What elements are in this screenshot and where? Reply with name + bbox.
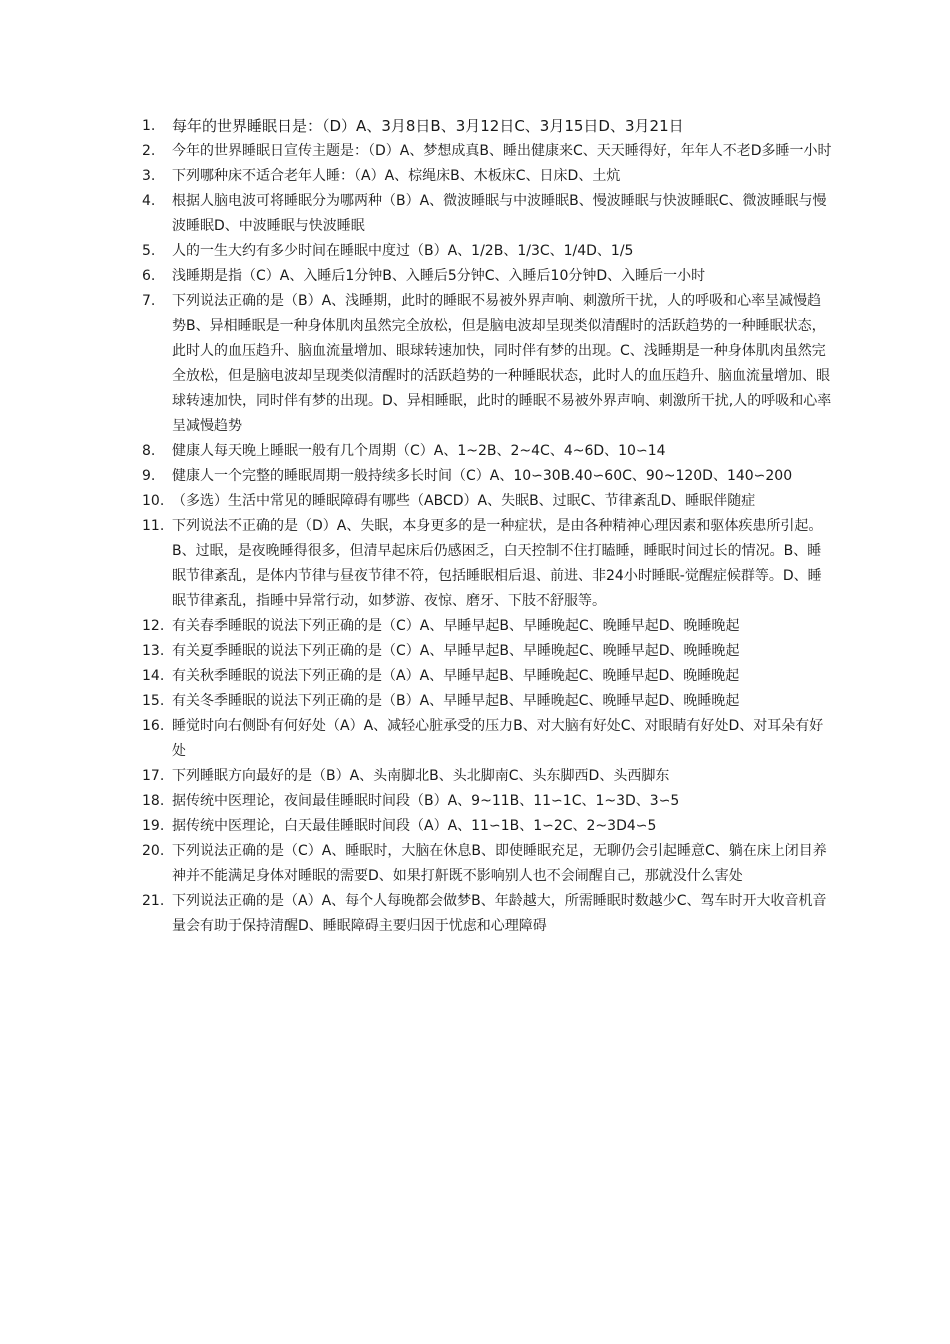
question-number: 1. xyxy=(142,118,156,134)
question-item xyxy=(142,289,832,439)
question-item xyxy=(142,814,832,839)
question-text: 下列说法不正确的是（D）A、失眠，本身更多的是一种症状，是由各种精神心理因素和驱体疾患所引起。B、过眠，是夜晚睡得很多，但清早起床后仍感困乏，白天控制不住打瞌睡，睡眠时间过长的情况。B、睡眠节律紊乱，是体内节律与昼夜节律不符，包括睡眠相后退、前进、非24小时睡眠-觉醒症候群等。D、睡眠节律紊乱，指睡中异常行动，如梦游、夜惊、磨牙、下肢不舒服等。 xyxy=(172,518,823,609)
question-list xyxy=(142,114,832,939)
question-text: 每年的世界睡眠日是：（D）A、3月8日B、3月12日C、3月15日D、3月21日 xyxy=(172,117,684,135)
question-number: 21. xyxy=(142,893,165,909)
question-text: 下列说法正确的是（C）A、睡眠时，大脑在休息B、即使睡眠充足，无聊仍会引起睡意C、躺在床上闭目养神并不能满足身体对睡眠的需要D、如果打鼾既不影响别人也不会闹醒自己，那就没什么害处 xyxy=(172,843,827,884)
question-text: 健康人每天晚上睡眠一般有几个周期（C）A、1~2B、2~4C、4~6D、10∽14 xyxy=(172,443,666,459)
question-text: 人的一生大约有多少时间在睡眠中度过（B）A、1/2B、1/3C、1/4D、1/5 xyxy=(172,243,634,259)
question-item xyxy=(142,239,832,264)
question-text: 浅睡期是指（C）A、入睡后1分钟B、入睡后5分钟C、入睡后10分钟D、入睡后一小时 xyxy=(172,268,706,284)
question-number: 9. xyxy=(142,468,156,484)
question-item xyxy=(142,114,832,139)
question-text: 据传统中医理论，白天最佳睡眠时间段（A）A、11∽1B、1∽2C、2~3D4∽5 xyxy=(172,818,657,834)
question-number: 11. xyxy=(142,518,165,534)
question-number: 7. xyxy=(142,293,156,309)
question-number: 10. xyxy=(142,493,165,509)
question-number: 12. xyxy=(142,618,165,634)
question-item xyxy=(142,264,832,289)
question-number: 3. xyxy=(142,168,156,184)
question-text: 有关春季睡眠的说法下列正确的是（C）A、早睡早起B、早睡晚起C、晚睡早起D、晚睡晚起 xyxy=(172,618,740,634)
question-number: 6. xyxy=(142,268,156,284)
question-number: 4. xyxy=(142,193,156,209)
question-text: 下列说法正确的是（B）A、浅睡期，此时的睡眠不易被外界声响、刺激所干扰，人的呼吸和心率呈减慢趋势B、异相睡眠是一种身体肌肉虽然完全放松，但是脑电波却呈现类似清醒时的活跃趋势的一种睡眠状态，此时人的血压趋升、脑血流量增加、眼球转速加快，同时伴有梦的出现。C、浅睡期是一种身体肌肉虽然完全放松，但是脑电波却呈现类似清醒时的活跃趋势的一种睡眠状态，此时人的血压趋升、脑血流量增加、眼球转速加快，同时伴有梦的出现。D、异相睡眠，此时的睡眠不易被外界声响、刺激所干扰,人的呼吸和心率呈减慢趋势 xyxy=(172,293,832,434)
question-text: （多选）生活中常见的睡眠障碍有哪些（ABCD）A、失眠B、过眠C、节律紊乱D、睡眠伴随症 xyxy=(172,493,756,509)
question-text: 根据人脑电波可将睡眠分为哪两种（B）A、微波睡眠与中波睡眠B、慢波睡眠与快波睡眠C、微波睡眠与慢波睡眠D、中波睡眠与快波睡眠 xyxy=(172,193,827,234)
question-number: 5. xyxy=(142,243,156,259)
question-item xyxy=(142,889,832,939)
question-text: 健康人一个完整的睡眠周期一般持续多长时间（C）A、10∽30B.40∽60C、90~120D、140∽200 xyxy=(172,468,793,484)
question-item xyxy=(142,689,832,714)
question-number: 16. xyxy=(142,718,165,734)
question-text: 据传统中医理论，夜间最佳睡眠时间段（B）A、9~11B、11∽1C、1~3D、3∽5 xyxy=(172,793,680,809)
question-number: 2. xyxy=(142,143,156,159)
question-text: 有关冬季睡眠的说法下列正确的是（B）A、早睡早起B、早睡晚起C、晚睡早起D、晚睡晚起 xyxy=(172,693,740,709)
question-number: 8. xyxy=(142,443,156,459)
question-number: 14. xyxy=(142,668,165,684)
question-item xyxy=(142,789,832,814)
question-text: 睡觉时向右侧卧有何好处（A）A、减轻心脏承受的压力B、对大脑有好处C、对眼睛有好处D、对耳朵有好处 xyxy=(172,718,824,759)
question-item xyxy=(142,439,832,464)
question-item xyxy=(142,489,832,514)
question-item xyxy=(142,464,832,489)
question-text: 下列睡眠方向最好的是（B）A、头南脚北B、头北脚南C、头东脚西D、头西脚东 xyxy=(172,768,670,784)
question-item xyxy=(142,839,832,889)
question-text: 下列哪种床不适合老年人睡：（A）A、棕绳床B、木板床C、日床D、土炕 xyxy=(172,168,621,184)
question-number: 19. xyxy=(142,818,165,834)
question-item xyxy=(142,764,832,789)
question-text: 今年的世界睡眠日宣传主题是：（D）A、梦想成真B、睡出健康来C、天天睡得好，年年人不老D多睡一小时 xyxy=(172,143,832,159)
question-item xyxy=(142,639,832,664)
question-text: 下列说法正确的是（A）A、每个人每晚都会做梦B、年龄越大，所需睡眠时数越少C、驾车时开大收音机音量会有助于保持清醒D、睡眠障碍主要归因于忧虑和心理障碍 xyxy=(172,893,827,934)
question-number: 15. xyxy=(142,693,165,709)
question-item xyxy=(142,164,832,189)
question-item xyxy=(142,714,832,764)
question-item xyxy=(142,514,832,614)
question-text: 有关秋季睡眠的说法下列正确的是（A）A、早睡早起B、早睡晚起C、晚睡早起D、晚睡晚起 xyxy=(172,668,740,684)
question-item xyxy=(142,614,832,639)
question-number: 20. xyxy=(142,843,165,859)
question-number: 17. xyxy=(142,768,165,784)
question-item xyxy=(142,189,832,239)
question-number: 13. xyxy=(142,643,165,659)
question-number: 18. xyxy=(142,793,165,809)
question-item xyxy=(142,139,832,164)
question-text: 有关夏季睡眠的说法下列正确的是（C）A、早睡早起B、早睡晚起C、晚睡早起D、晚睡晚起 xyxy=(172,643,740,659)
question-item xyxy=(142,664,832,689)
